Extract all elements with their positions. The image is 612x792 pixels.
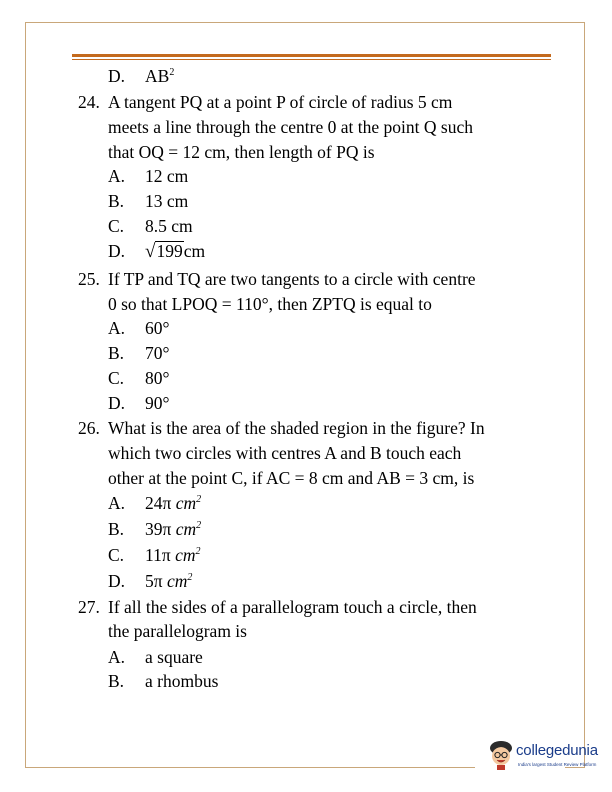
option-value: 5π $cm^2$ [145,571,193,591]
option-value: 24π $cm^2$ [145,493,202,513]
option-value: 90° [145,393,170,413]
mascot-face-icon [488,740,514,770]
option-letter: B. [108,671,125,691]
option-letter: D. [108,393,126,413]
header-rule [72,54,551,57]
option-letter: A. [108,318,126,338]
square-root: √199 [145,241,183,262]
option-value: $AB^2$ [145,66,175,86]
option-letter: C. [108,545,125,565]
option-value: 80° [145,368,170,388]
option-value: √199cm [145,241,206,262]
collegedunia-logo [488,738,604,778]
option-value: 70° [145,343,170,363]
option-value: 60° [145,318,170,338]
option-value: 11π $cm^2$ [145,545,201,565]
option-value: 8.5 cm [145,216,193,236]
option-letter: D. [108,241,126,261]
option-letter: D. [108,66,126,86]
option-letter: C. [108,216,125,236]
question-number: 26. [78,418,100,438]
question-text: If TP and TQ are two tangents to a circle with centre [108,269,476,289]
option-letter: B. [108,519,125,539]
question-number: 25. [78,269,100,289]
option-letter: C. [108,368,125,388]
option-value: 13 cm [145,191,189,211]
option-letter: D. [108,571,126,591]
option-letter: A. [108,493,126,513]
option-value: 12 cm [145,166,189,186]
question-25-line-2: 0 so that LPOQ = 110°, then ZPTQ is equal to [108,294,432,314]
radical-sign-icon: √ [145,241,156,262]
option-letter: B. [108,343,125,363]
logo-name: collegedunia [516,742,598,759]
question-number: 24. [78,92,100,112]
question-24-line-2: meets a line through the centre 0 at the point Q such [108,117,473,137]
option-letter: B. [108,191,125,211]
option-value: a square [145,647,203,667]
option-value: 39π $cm^2$ [145,519,202,539]
question-26-line-3: other at the point C, if AC = 8 cm and AB = 3 cm, is [108,468,475,488]
option-letter: A. [108,166,126,186]
question-26-line-2: which two circles with centres A and B touch each [108,443,462,463]
header-rule-thin [72,59,551,60]
question-text: What is the area of the shaded region in the figure? In [108,418,485,438]
logo-tagline: India's largest Student Review Platform [518,762,597,767]
option-value: a rhombus [145,671,219,691]
question-number: 27. [78,597,100,617]
question-24-line-3: that OQ = 12 cm, then length of PQ is [108,142,375,162]
question-text: A tangent PQ at a point P of circle of radius 5 cm [108,92,453,112]
option-letter: A. [108,647,126,667]
question-text: If all the sides of a parallelogram touch a circle, then [108,597,477,617]
question-27-line-2: the parallelogram is [108,621,247,641]
